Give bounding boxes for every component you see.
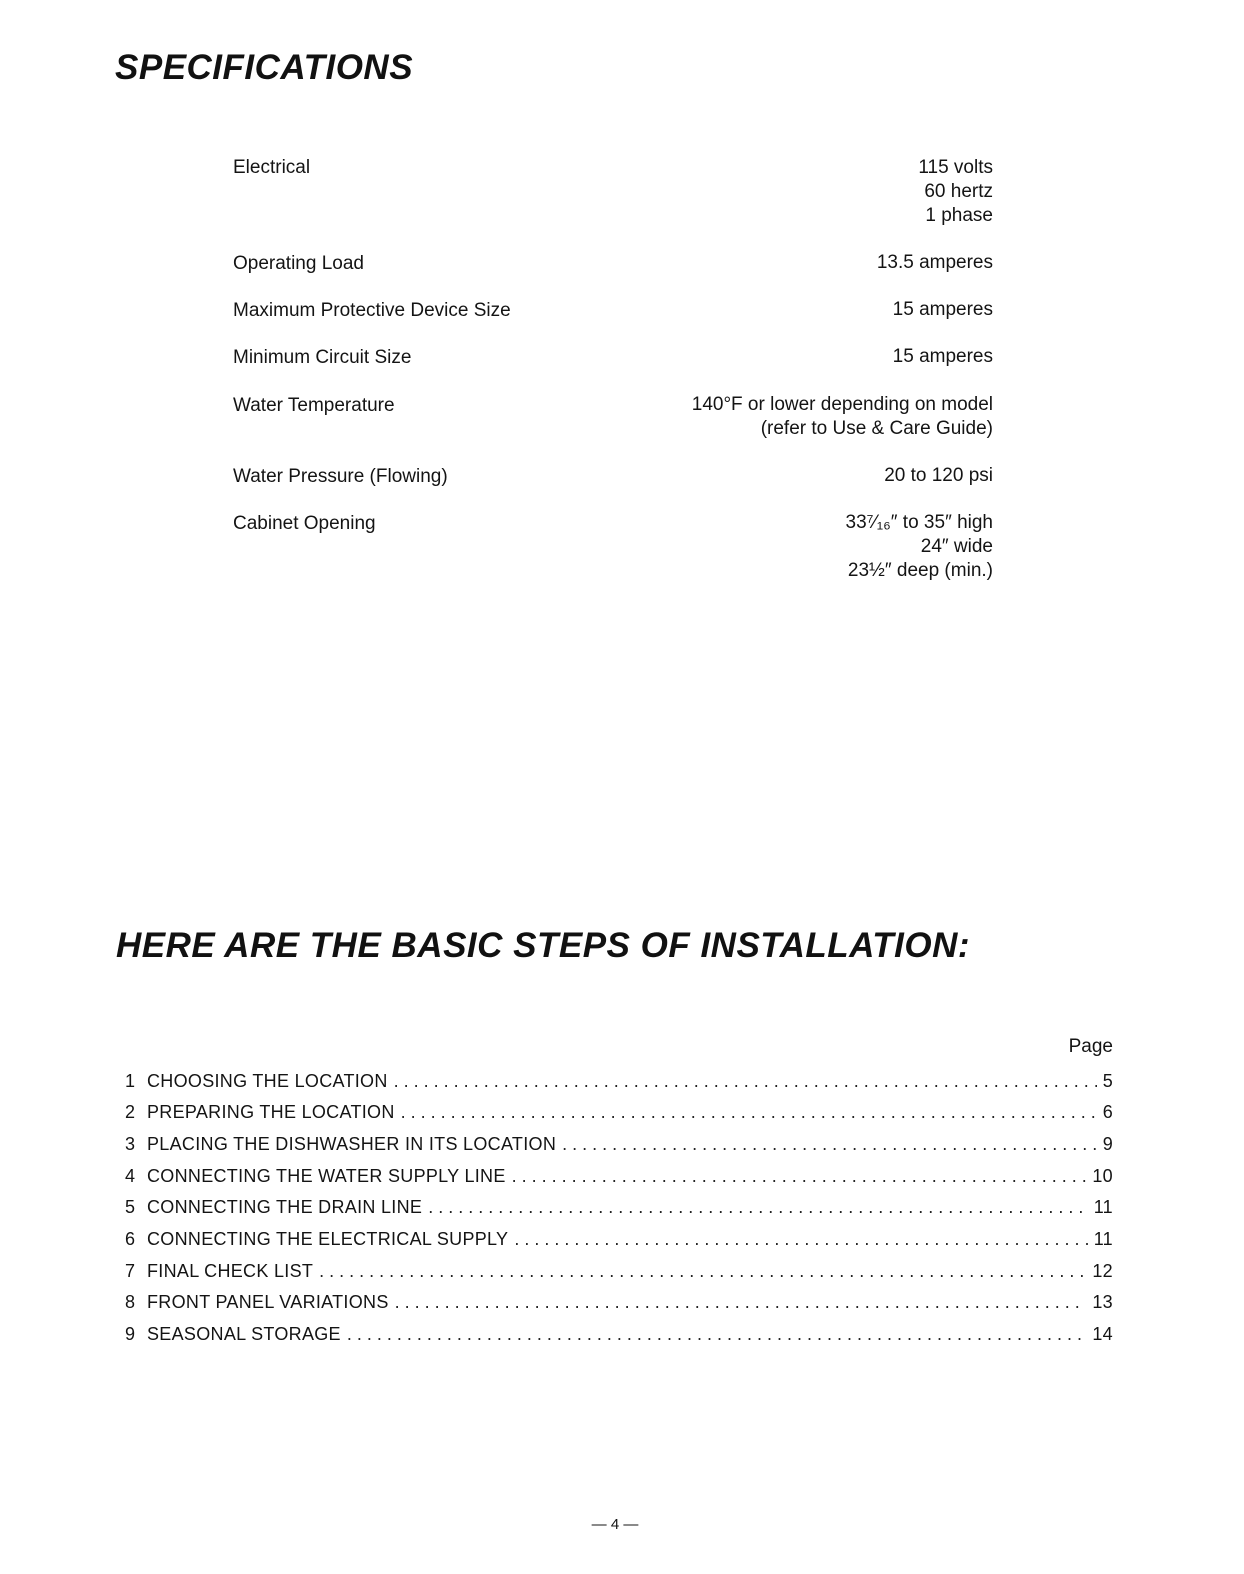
toc-leader-dots	[319, 1259, 1086, 1283]
toc-row	[125, 1290, 1113, 1314]
spec-value-min-circuit-size	[893, 345, 993, 369]
toc-step-number: 1	[125, 1071, 136, 1091]
toc-leader-dots	[512, 1164, 1087, 1188]
toc-step-title: FRONT PANEL VARIATIONS	[147, 1292, 389, 1312]
spec-value-cabinet-opening	[846, 511, 993, 583]
spec-label-operating-load: Operating Load	[233, 253, 364, 274]
toc-row	[125, 1195, 1113, 1219]
toc-leader-dots	[514, 1227, 1087, 1251]
toc-step-title: SEASONAL STORAGE	[147, 1324, 341, 1344]
spec-value-electrical	[918, 156, 993, 228]
spec-value-line: 60 hertz	[924, 181, 993, 202]
toc-row	[125, 1322, 1113, 1346]
spec-value-line: 140°F or lower depending on model	[691, 394, 993, 415]
spec-value-operating-load	[877, 251, 993, 275]
toc-step-page: 10	[1092, 1166, 1113, 1186]
spec-label-min-circuit-size: Minimum Circuit Size	[233, 347, 412, 368]
page-number: — 4 —	[591, 1516, 639, 1533]
spec-value-line: 13.5 amperes	[876, 252, 993, 273]
toc-step-title: FINAL CHECK LIST	[147, 1261, 314, 1281]
spec-label-cabinet-opening: Cabinet Opening	[233, 513, 376, 534]
spec-value-max-protective-device	[893, 298, 993, 322]
toc-step-page: 6	[1102, 1102, 1113, 1122]
toc-step-page: 14	[1092, 1324, 1113, 1344]
toc-step-number: 6	[125, 1229, 136, 1249]
toc-step-page: 12	[1092, 1261, 1113, 1281]
spec-value-line: 23½″ deep (min.)	[847, 560, 993, 581]
toc-step-number: 9	[125, 1324, 136, 1344]
spec-label-max-protective-device: Maximum Protective Device Size	[233, 300, 511, 321]
toc-row	[125, 1132, 1113, 1156]
spec-label-water-pressure: Water Pressure (Flowing)	[233, 466, 448, 487]
toc-step-title: PREPARING THE LOCATION	[147, 1102, 395, 1122]
toc-step-page: 9	[1102, 1134, 1113, 1154]
toc-step-title: CONNECTING THE ELECTRICAL SUPPLY	[147, 1229, 509, 1249]
toc-step-number: 8	[125, 1292, 136, 1312]
toc-step-title: CONNECTING THE DRAIN LINE	[147, 1197, 423, 1217]
toc-step-number: 3	[125, 1134, 136, 1154]
toc-leader-dots	[428, 1195, 1088, 1219]
spec-value-line: 33⁷⁄₁₆″ to 35″ high	[845, 512, 993, 533]
toc-row	[125, 1164, 1113, 1188]
toc-leader-dots	[401, 1100, 1097, 1124]
toc-step-title: CONNECTING THE WATER SUPPLY LINE	[147, 1166, 506, 1186]
spec-value-water-pressure	[884, 464, 993, 488]
toc-leader-dots	[394, 1069, 1097, 1093]
spec-value-line: 15 amperes	[892, 299, 993, 320]
toc-step-number: 2	[125, 1102, 136, 1122]
toc-step-number: 5	[125, 1197, 136, 1217]
toc-step-page: 5	[1102, 1071, 1113, 1091]
installation-steps-heading: HERE ARE THE BASIC STEPS OF INSTALLATION:	[116, 926, 971, 965]
toc-row	[125, 1100, 1113, 1124]
spec-value-line: 20 to 120 psi	[884, 465, 993, 486]
spec-value-water-temperature	[692, 393, 993, 441]
specifications-heading: SPECIFICATIONS	[115, 48, 414, 87]
toc-step-number: 4	[125, 1166, 136, 1186]
toc-leader-dots	[347, 1322, 1087, 1346]
spec-value-line: 15 amperes	[892, 346, 993, 367]
toc-step-number: 7	[125, 1261, 136, 1281]
toc-step-title: PLACING THE DISHWASHER IN ITS LOCATION	[147, 1134, 557, 1154]
spec-value-line: (refer to Use & Care Guide)	[760, 418, 993, 439]
toc-row	[125, 1259, 1113, 1283]
toc-leader-dots	[395, 1290, 1087, 1314]
spec-value-line: 1 phase	[925, 205, 993, 226]
toc-row	[125, 1227, 1113, 1251]
spec-value-line: 115 volts	[918, 157, 993, 178]
toc-leader-dots	[562, 1132, 1097, 1156]
spec-value-line: 24″ wide	[920, 536, 993, 557]
toc-step-page: 13	[1092, 1292, 1113, 1312]
spec-label-electrical: Electrical	[233, 157, 311, 178]
toc-page-column-label: Page	[1068, 1036, 1113, 1057]
toc-step-page: 11	[1093, 1197, 1113, 1217]
toc-step-page: 11	[1093, 1229, 1113, 1249]
spec-label-water-temperature: Water Temperature	[233, 395, 395, 416]
toc-step-title: CHOOSING THE LOCATION	[147, 1071, 388, 1091]
toc-row	[125, 1069, 1113, 1093]
